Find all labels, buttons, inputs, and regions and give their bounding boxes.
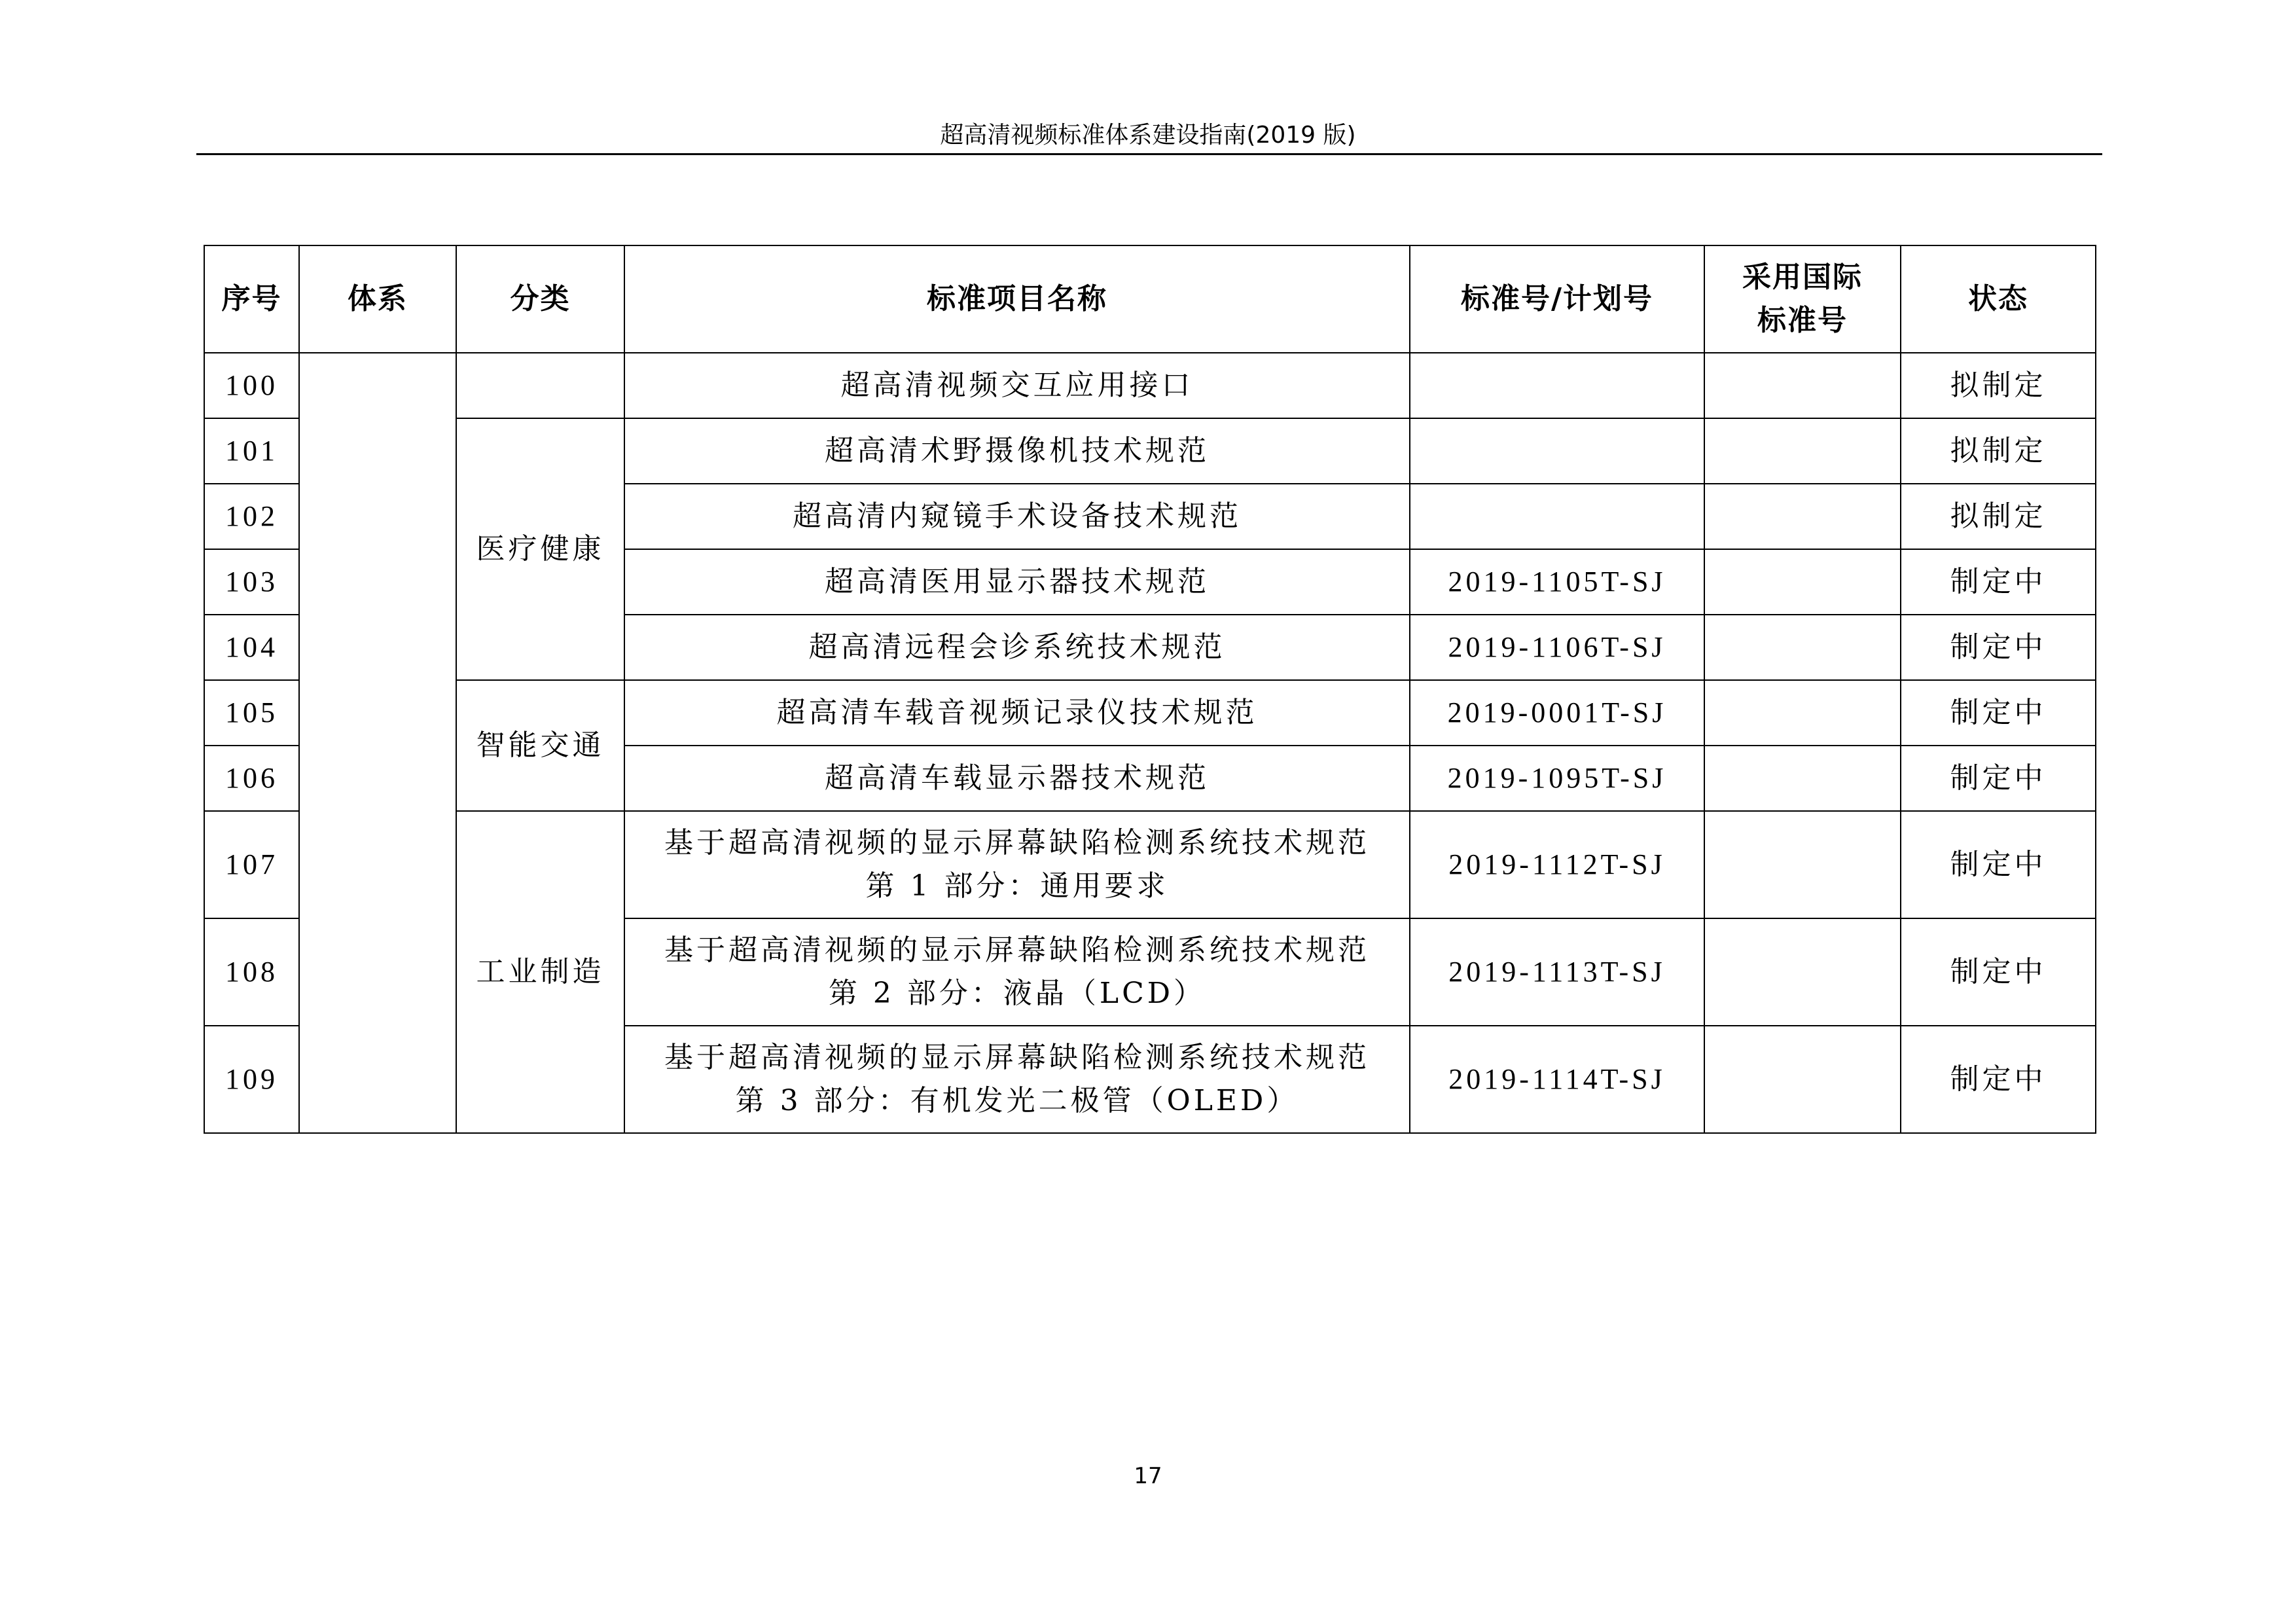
- project-name: [624, 811, 1410, 918]
- intl-standard: [1704, 615, 1901, 680]
- header-rule: [196, 153, 2102, 155]
- standard-code: 2019-1114T-SJ: [1410, 1026, 1704, 1133]
- running-header-title: 超高清视频标准体系建设指南(2019 版): [940, 122, 1356, 149]
- project-name: 超高清车载音视频记录仪技术规范: [624, 680, 1410, 746]
- project-name-line: 基于超高清视频的显示屏幕缺陷检测系统技术规范: [664, 933, 1370, 967]
- row-number: 109: [204, 1026, 299, 1133]
- project-name-line: 第 1 部分：通用要求: [865, 869, 1169, 903]
- standard-code: 2019-1106T-SJ: [1410, 615, 1704, 680]
- project-name-line: 第 3 部分：有机发光二极管（OLED）: [735, 1084, 1299, 1117]
- status-cell: 拟制定: [1901, 353, 2096, 418]
- intl-standard: [1704, 1026, 1901, 1133]
- intl-standard: [1704, 353, 1901, 418]
- intl-standard: [1704, 418, 1901, 484]
- project-name-line: 基于超高清视频的显示屏幕缺陷检测系统技术规范: [664, 1041, 1370, 1074]
- standard-code: 2019-1095T-SJ: [1410, 746, 1704, 811]
- status-cell: 拟制定: [1901, 418, 2096, 484]
- project-name: [624, 1026, 1410, 1133]
- status-cell: 制定中: [1901, 680, 2096, 746]
- row-number: 104: [204, 615, 299, 680]
- page-number: 17: [1134, 1463, 1162, 1489]
- col-header-status: 状态: [1901, 245, 2096, 353]
- project-name: 超高清医用显示器技术规范: [624, 549, 1410, 615]
- standard-code: [1410, 353, 1704, 418]
- status-cell: 制定中: [1901, 615, 2096, 680]
- intl-standard: [1704, 484, 1901, 549]
- standard-code: 2019-1105T-SJ: [1410, 549, 1704, 615]
- row-number: 101: [204, 418, 299, 484]
- standard-code: 2019-1113T-SJ: [1410, 918, 1704, 1026]
- row-number: 103: [204, 549, 299, 615]
- table-row: [204, 811, 2096, 918]
- col-header-project-name: 标准项目名称: [624, 245, 1410, 353]
- category-cell: [456, 353, 624, 418]
- system-cell: [299, 353, 456, 1133]
- status-cell: 制定中: [1901, 549, 2096, 615]
- intl-standard: [1704, 549, 1901, 615]
- category-cell-traffic: 智能交通: [456, 680, 624, 811]
- row-number: 107: [204, 811, 299, 918]
- intl-standard: [1704, 918, 1901, 1026]
- row-number: 102: [204, 484, 299, 549]
- status-cell: 制定中: [1901, 811, 2096, 918]
- status-cell: 拟制定: [1901, 484, 2096, 549]
- row-number: 108: [204, 918, 299, 1026]
- intl-standard: [1704, 746, 1901, 811]
- row-number: 100: [204, 353, 299, 418]
- standard-code: 2019-1112T-SJ: [1410, 811, 1704, 918]
- standard-code: [1410, 484, 1704, 549]
- standard-code: [1410, 418, 1704, 484]
- col-header-standard-code: 标准号/计划号: [1410, 245, 1704, 353]
- project-name: 超高清内窥镜手术设备技术规范: [624, 484, 1410, 549]
- col-header-number: 序号: [204, 245, 299, 353]
- project-name-line: 基于超高清视频的显示屏幕缺陷检测系统技术规范: [664, 826, 1370, 859]
- project-name: 超高清车载显示器技术规范: [624, 746, 1410, 811]
- table-row: [204, 418, 2096, 484]
- status-cell: 制定中: [1901, 1026, 2096, 1133]
- table-row: [204, 680, 2096, 746]
- row-number: 106: [204, 746, 299, 811]
- table-row: [204, 353, 2096, 418]
- project-name: 超高清视频交互应用接口: [624, 353, 1410, 418]
- status-cell: 制定中: [1901, 746, 2096, 811]
- project-name: [624, 918, 1410, 1026]
- col-header-category: 分类: [456, 245, 624, 353]
- intl-standard: [1704, 811, 1901, 918]
- standard-code: 2019-0001T-SJ: [1410, 680, 1704, 746]
- intl-standard: [1704, 680, 1901, 746]
- table-header-row: [204, 245, 2096, 353]
- standards-table: [204, 245, 2096, 1134]
- category-cell-industry: 工业制造: [456, 811, 624, 1133]
- col-header-system: 体系: [299, 245, 456, 353]
- category-cell-medical: 医疗健康: [456, 418, 624, 680]
- project-name: 超高清术野摄像机技术规范: [624, 418, 1410, 484]
- project-name-line: 第 2 部分：液晶（LCD）: [828, 977, 1206, 1010]
- status-cell: 制定中: [1901, 918, 2096, 1026]
- row-number: 105: [204, 680, 299, 746]
- project-name: 超高清远程会诊系统技术规范: [624, 615, 1410, 680]
- col-header-intl-standard: 采用国际标准号: [1704, 245, 1901, 353]
